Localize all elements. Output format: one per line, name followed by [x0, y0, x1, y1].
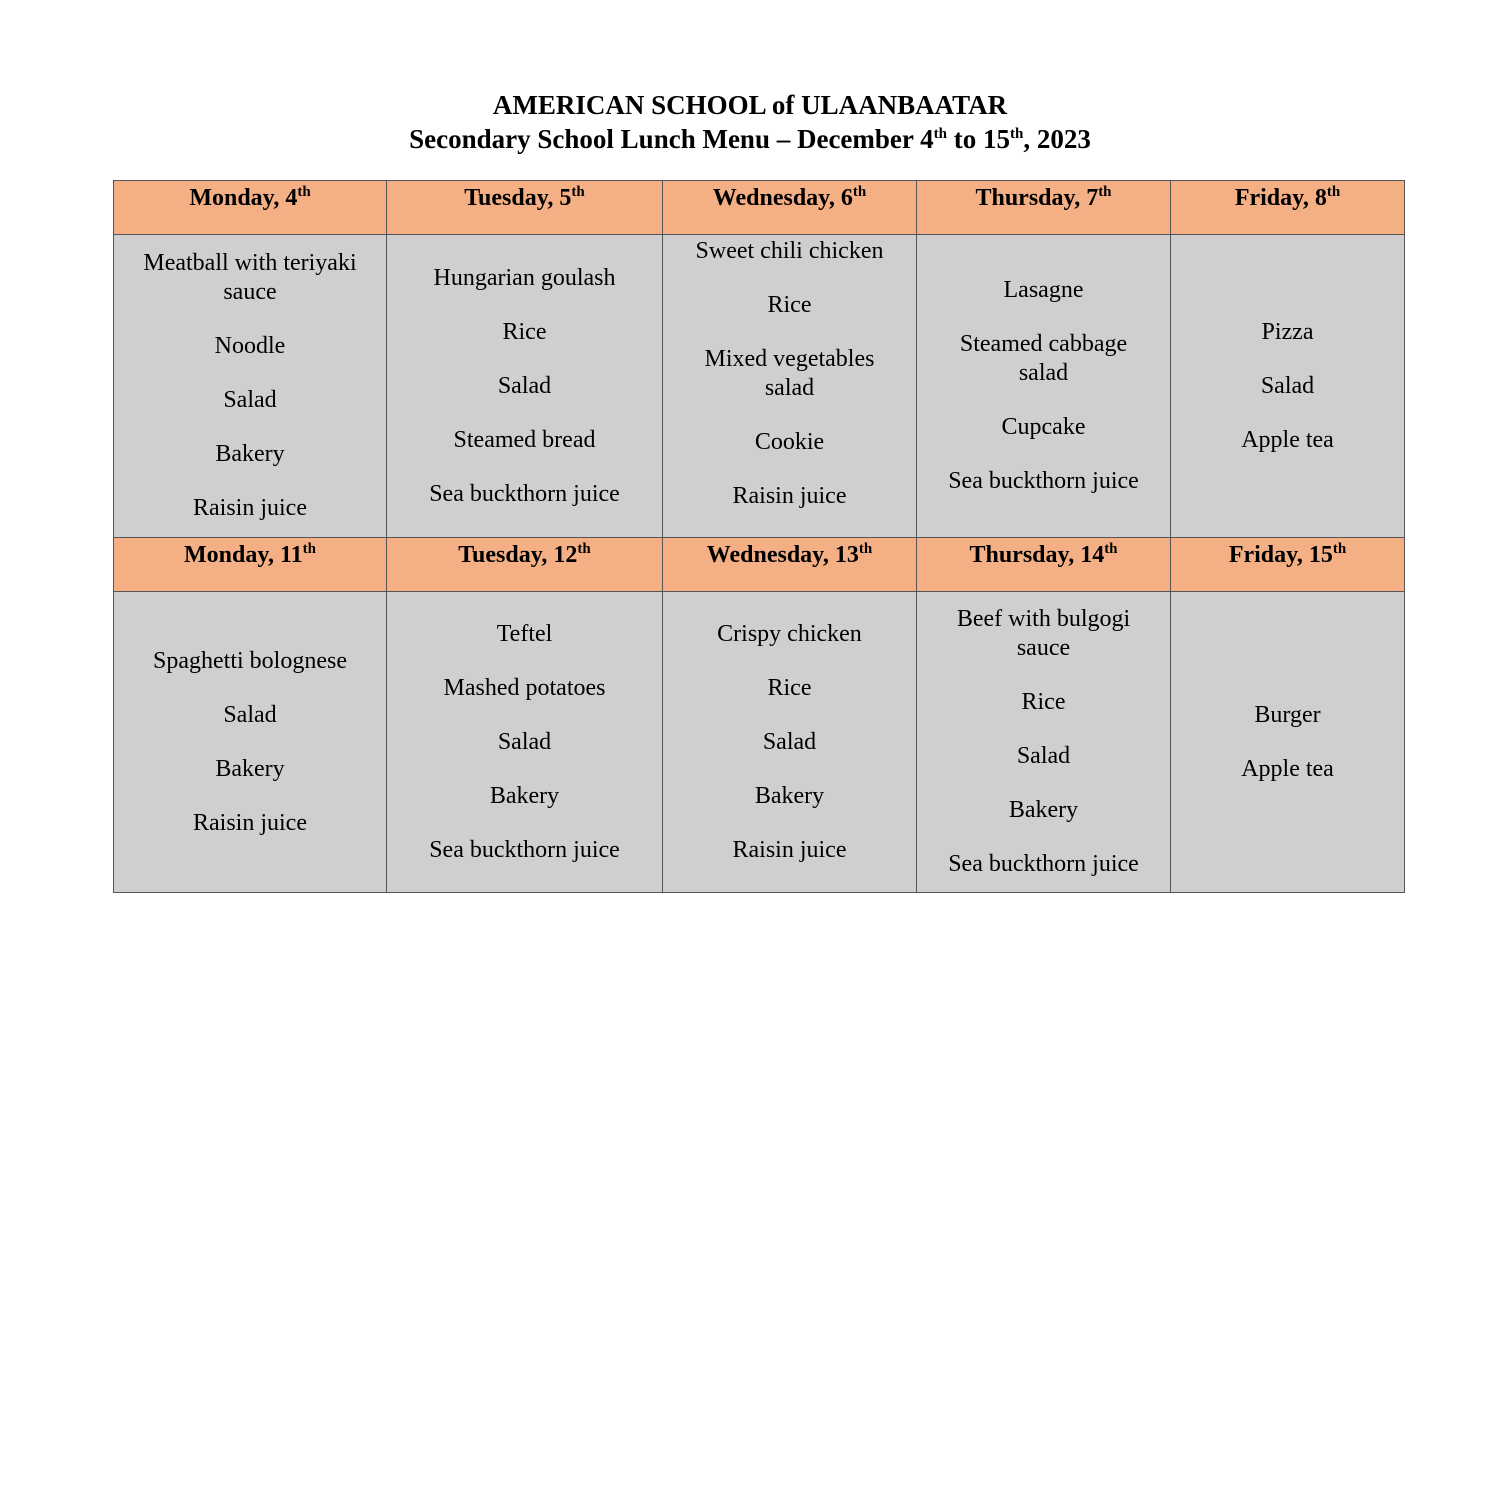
day-header [663, 538, 917, 592]
day-header [114, 181, 387, 235]
day-header-row [114, 538, 1405, 592]
menu-item: Cookie [754, 429, 825, 455]
menu-item: Spaghetti bolognese [153, 647, 347, 674]
menu-item: Bakery [754, 782, 825, 809]
menu-item: Raisin juice [732, 483, 847, 509]
day-header [387, 538, 663, 592]
menu-item: Apple tea [1241, 426, 1334, 453]
menu-item: Noodle [214, 333, 286, 359]
day-label: Thursday, 14 [969, 542, 1105, 568]
menu-item: Bakery [489, 782, 560, 809]
day-suffix: th [1098, 184, 1112, 200]
menu-row [114, 235, 1405, 538]
menu-item: Mixed vegetables salad [704, 346, 875, 401]
day-label: Wednesday, 13 [706, 542, 859, 568]
day-suffix: th [1104, 541, 1118, 557]
menu-item: Salad [223, 387, 277, 413]
day-header [1171, 538, 1405, 592]
menu-item: Steamed bread [453, 426, 596, 453]
menu-item: Sea buckthorn juice [429, 480, 620, 507]
menu-cell [1171, 592, 1405, 893]
day-label: Tuesday, 5 [464, 185, 572, 211]
menu-cell [917, 235, 1171, 538]
menu-item: Bakery [1008, 797, 1079, 823]
day-label: Thursday, 7 [975, 185, 1099, 211]
menu-item: Hungarian goulash [433, 264, 616, 291]
menu-item: Sweet chili chicken [695, 238, 884, 264]
menu-subtitle: Secondary School Lunch Menu – December 4th to 15th, 2023 [409, 124, 1091, 154]
lunch-menu-table [113, 180, 1405, 893]
day-suffix: th [297, 184, 311, 200]
menu-item: Salad [762, 728, 817, 755]
day-label: Monday, 4 [189, 185, 298, 211]
menu-item: Teftel [496, 620, 553, 647]
menu-item: Mashed potatoes [443, 674, 606, 701]
menu-item: Cupcake [1001, 414, 1086, 440]
day-label: Wednesday, 6 [712, 185, 853, 211]
menu-item: Steamed cabbage salad [959, 331, 1128, 386]
menu-item: Beef with bulgogi sauce [956, 606, 1131, 661]
day-suffix: th [852, 184, 867, 200]
menu-item: Pizza [1261, 318, 1314, 345]
menu-item: Salad [497, 372, 552, 399]
menu-item: Raisin juice [193, 809, 307, 836]
day-header [114, 538, 387, 592]
day-suffix: th [858, 541, 873, 557]
menu-item: Salad [497, 728, 552, 755]
day-suffix: th [571, 184, 585, 200]
menu-row [114, 592, 1405, 893]
menu-cell [1171, 235, 1405, 538]
menu-item: Sea buckthorn juice [948, 468, 1139, 494]
menu-cell [663, 235, 917, 538]
day-label: Monday, 11 [183, 542, 303, 568]
menu-cell [114, 592, 387, 893]
menu-item: Bakery [215, 755, 285, 782]
day-suffix: th [1332, 541, 1347, 557]
menu-item: Rice [767, 674, 812, 701]
menu-item: Sea buckthorn juice [948, 851, 1139, 877]
menu-cell [387, 235, 663, 538]
day-header [1171, 181, 1405, 235]
menu-item: Lasagne [1003, 277, 1084, 303]
day-header [917, 538, 1171, 592]
menu-cell [114, 235, 387, 538]
menu-item: Salad [1260, 372, 1315, 399]
day-suffix: th [1326, 184, 1341, 200]
menu-item: Meatball with teriyaki sauce [143, 250, 357, 305]
day-header-row [114, 181, 1405, 235]
menu-cell [387, 592, 663, 893]
day-label: Tuesday, 12 [458, 542, 578, 568]
menu-cell [663, 592, 917, 893]
menu-item: Salad [1016, 743, 1071, 769]
day-label: Friday, 15 [1228, 542, 1333, 568]
day-suffix: th [577, 541, 591, 557]
day-label: Friday, 8 [1234, 185, 1327, 211]
menu-item: Bakery [215, 441, 285, 467]
menu-item: Burger [1254, 701, 1321, 728]
menu-cell [917, 592, 1171, 893]
document-title [0, 88, 1500, 156]
menu-item: Sea buckthorn juice [429, 836, 620, 863]
day-header [663, 181, 917, 235]
menu-item: Salad [223, 701, 277, 728]
menu-item: Crispy chicken [717, 620, 862, 647]
menu-item: Apple tea [1241, 755, 1334, 782]
day-suffix: th [302, 541, 317, 557]
menu-item: Rice [502, 318, 547, 345]
day-header [917, 181, 1171, 235]
menu-item: Raisin juice [193, 495, 307, 521]
menu-item: Rice [1021, 689, 1066, 715]
day-header [387, 181, 663, 235]
menu-item: Raisin juice [732, 836, 847, 863]
menu-item: Rice [767, 292, 812, 318]
school-name: AMERICAN SCHOOL of ULAANBAATAR [492, 90, 1008, 120]
